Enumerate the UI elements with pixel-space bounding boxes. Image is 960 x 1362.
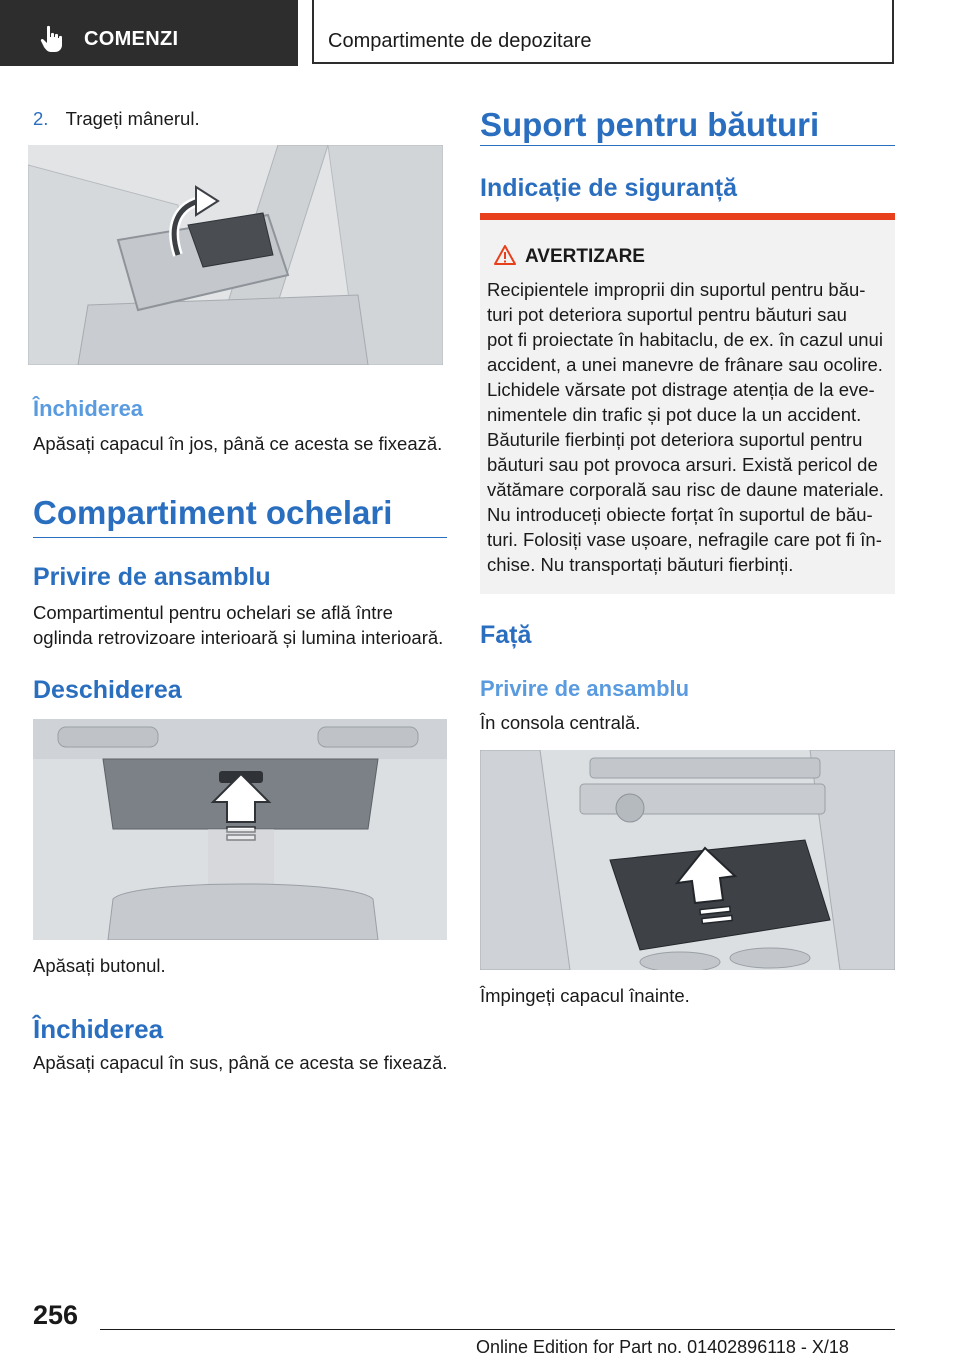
chapter-tab[interactable] <box>0 0 298 66</box>
armrest-illustration <box>28 145 443 365</box>
warning-line: turi. Folosiți vase ușoare, nefragile care pot fi în- <box>487 529 882 550</box>
closing-heading-1: Închiderea <box>33 396 144 421</box>
armrest-figure <box>28 145 443 365</box>
warning-line: pot fi proiectate în habitaclu, de ex. în cazul unui <box>487 329 883 350</box>
overview-heading: Privire de ansamblu <box>33 563 271 591</box>
cupholder-figure <box>480 750 895 970</box>
heading-rule <box>480 145 895 146</box>
section-title-box <box>312 0 894 64</box>
overview-text-line-1: Compartimentul pentru ochelari se află între <box>33 602 393 623</box>
warning-line: băuturi sau pot provoca arsuri. Există pericol de <box>487 454 878 475</box>
heading-rule <box>33 537 447 538</box>
cupholder-heading: Suport pentru băuturi <box>480 106 820 143</box>
closing-text-1: Apăsați capacul în jos, până ce acesta se fixează. <box>33 433 443 454</box>
step-number: 2. <box>33 108 49 129</box>
warning-line: chise. Nu transportați băuturi fierbinți. <box>487 554 794 575</box>
opening-text: Apăsați butonul. <box>33 955 166 976</box>
safety-heading: Indicație de siguranță <box>480 174 738 202</box>
warning-line: turi pot deteriora suportul pentru băuturi sau <box>487 304 847 325</box>
glasses-compartment-illustration <box>33 719 447 940</box>
section-title: Compartimente de depozitare <box>328 30 592 52</box>
hand-pointer-icon <box>40 25 64 53</box>
step-text: Trageți mânerul. <box>65 108 200 129</box>
warning-text <box>487 277 892 577</box>
warning-line: Băuturile fierbinți pot deteriora suportul pentru <box>487 429 863 450</box>
closing-heading-2: Închiderea <box>33 1014 164 1044</box>
glasses-compartment-figure <box>33 719 447 940</box>
page-number: 256 <box>33 1300 79 1330</box>
chapter-tab-label: COMENZI <box>84 28 179 50</box>
step-item <box>33 106 200 131</box>
warning-box <box>480 213 895 594</box>
front-overview-text: În consola centrală. <box>480 712 641 733</box>
warning-title: AVERTIZARE <box>525 246 645 267</box>
front-heading: Față <box>480 621 532 649</box>
opening-heading: Deschiderea <box>33 676 182 704</box>
warning-line: accident, a unei manevre de frânare sau ocolire. <box>487 354 883 375</box>
warning-line: Nu introduceți obiecte forțat în suportul de bău- <box>487 504 873 525</box>
overview-text-line-2: oglinda retrovizoare interioară și lumina interioară. <box>33 627 444 648</box>
warning-line: vătămare corporală sau risc de daune materiale. <box>487 479 884 500</box>
warning-line: nimentele din trafic și pot duce la un accident. <box>487 404 862 425</box>
closing-text-2: Apăsați capacul în sus, până ce acesta se fixează. <box>33 1052 448 1073</box>
push-cover-text: Împingeți capacul înainte. <box>480 985 690 1006</box>
glasses-compartment-heading: Compartiment ochelari <box>33 494 393 531</box>
cupholder-illustration <box>480 750 895 970</box>
warning-triangle-icon <box>494 244 516 266</box>
footer-rule <box>100 1329 895 1330</box>
front-overview-heading: Privire de ansamblu <box>480 676 690 701</box>
warning-line: Recipientele improprii din suportul pentru bău- <box>487 279 866 300</box>
edition-text: Online Edition for Part no. 01402896118 - X/18 <box>476 1337 849 1357</box>
warning-line: Lichidele vărsate pot distrage atenția de la eve- <box>487 379 875 400</box>
